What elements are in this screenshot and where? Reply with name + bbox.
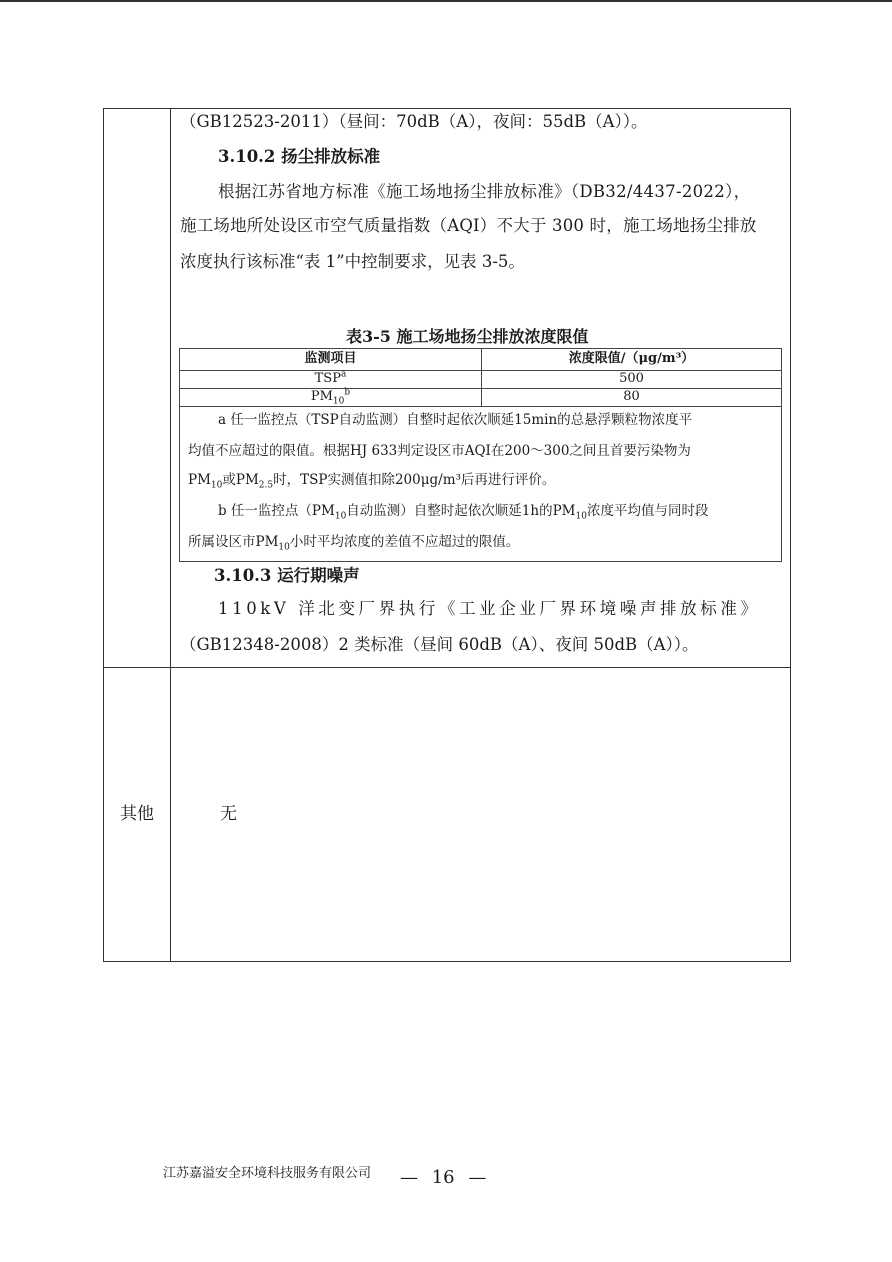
paragraph-dust-line1: 根据江苏省地方标准《施工场地扬尘排放标准》（DB32/4437-2022），: [218, 182, 751, 201]
note-a-line3: $PM_{10}$或$PM_{2.5}$时，TSP实测值扣除200μg/m³后再进行评价。: [188, 472, 556, 491]
note-a-line2: 均值不应超过的限值。根据HJ 633判定设区市AQI在200～300之间且首要污染物为: [188, 443, 691, 459]
row-pm10-item: $PM_{10}^b$: [310, 387, 351, 407]
section-3-10-2-heading: 3.10.2 扬尘排放标准: [218, 147, 381, 166]
note-a-line1: a 任一监控点（TSP自动监测）自整时起依次顺延15min的总悬浮颗粒物浓度平: [218, 412, 693, 428]
paragraph-dust-line2: 施工场地所处设区市空气质量指数（AQI）不大于 300 时，施工场地扬尘排放: [180, 216, 757, 235]
header-concentration-limit: 浓度限值/（μg/m³）: [568, 351, 695, 366]
note-b-line1: b 任一监控点（$PM_{10}$自动监测）自整时起依次顺延1h的$PM_{10}$浓度平均值与同时段: [218, 503, 709, 522]
header-monitor-item: 监测项目: [304, 351, 357, 366]
other-value: 无: [220, 804, 237, 824]
row-divider: [103, 667, 791, 668]
paragraph-noise-line2: （GB12348-2008）2 类标准（昼间 60dB（A）、夜间 50dB（A））。: [180, 635, 699, 654]
top-border: [0, 0, 892, 2]
row-pm10-limit: 80: [623, 389, 640, 404]
note-b-line2: 所属设区市$PM_{10}$小时平均浓度的差值不应超过的限值。: [188, 534, 520, 553]
table-row-divider-3: [180, 406, 781, 407]
page-number: — 16 —: [400, 1167, 487, 1188]
row-tsp-limit: 500: [619, 371, 644, 386]
gb12523-line: （GB12523-2011）（昼间：70dB（A），夜间：55dB（A））。: [180, 112, 648, 131]
dust-limit-table: [179, 348, 782, 562]
table-caption: 表3-5 施工场地扬尘排放浓度限值: [346, 327, 589, 346]
row-tsp-item: TSP$^a$: [314, 369, 347, 386]
footer-company: 江苏嘉溢安全环境科技服务有限公司: [163, 1166, 372, 1181]
paragraph-dust-line3: 浓度执行该标准“表 1”中控制要求，见表 3-5。: [180, 252, 525, 271]
paragraph-noise-line1: 110kV 洋北变厂界执行《工业企业厂界环境噪声排放标准》: [218, 599, 761, 618]
label-column-divider: [170, 108, 171, 962]
section-3-10-3-heading: 3.10.3 运行期噪声: [214, 566, 360, 585]
other-label: 其他: [120, 804, 154, 824]
